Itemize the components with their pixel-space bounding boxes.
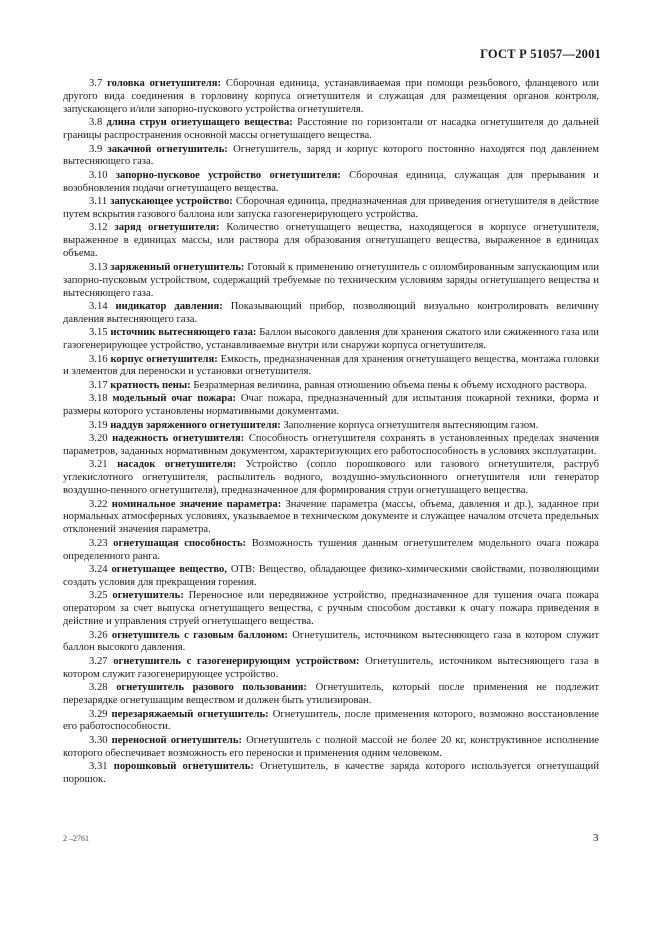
definition-text: Способность огнетушителя сохранять в установленных пределах значения параметров, заданных нормативным документом, характеризующих его работоспособность в условиях эксплуатации.	[63, 432, 599, 457]
definition-term: порошковый огнетушитель:	[113, 761, 254, 773]
definition-text: Огнетушитель, источником вытесняющего газа в котором служит баллон высокого давления.	[63, 629, 599, 654]
definition-text: Баллон высокого давления для хранения сжатого или сжиженного газа или газогенерирующее устройство, устанавливаемые внутри или снаружи корпуса огнетушителя.	[63, 327, 599, 352]
definition-term: запускающее устройство:	[110, 196, 233, 208]
definition-text: Сборочная единица, предназначенная для приведения огнетушителя в действие путем вскрытия газового баллона или запуска газогенерирующего устройства.	[63, 196, 600, 221]
definition-item	[63, 433, 599, 459]
definition-term: огнетушащая способность:	[113, 537, 247, 549]
definition-text: Огнетушитель, заряд и корпус которого постоянно находятся под давлением вытесняющего газа.	[63, 143, 599, 168]
definition-text: Значение параметра (массы, объема, давления и др.), заданное при нормальных атмосферных условиях, указываемое в техническом документе и служащее началом отсчета предельных отклонений значения параметра.	[63, 498, 599, 536]
definition-text: Огнетушитель, источником вытесняющего газа в котором служит газогенерирующее устройство.	[63, 655, 599, 680]
definition-number: 3.31	[89, 761, 108, 773]
definition-number: 3.11	[89, 196, 108, 208]
definition-number: 3.22	[89, 498, 108, 510]
definition-term: наддув заряженного огнетушителя:	[110, 419, 281, 431]
definition-term: перезаряжаемый огнетушитель:	[111, 708, 269, 720]
definition-item	[63, 564, 599, 590]
definition-text: Сборочная единица, служащая для прерывания и возобновления подачи огнетушащего вещества.	[63, 169, 599, 194]
definition-number: 3.12	[89, 222, 108, 234]
definition-number: 3.7	[89, 78, 103, 89]
definition-term: огнетушитель разового пользования:	[116, 682, 307, 694]
definition-text: Очаг пожара, предназначенный для испытания пожарной техники, форма и размеры которого установлены нормативными документами.	[63, 393, 599, 418]
definition-text: Возможность тушения данным огнетушителем модельного очага пожара определенного ранга.	[63, 537, 599, 562]
definition-number: 3.23	[89, 537, 108, 549]
definition-text: Емкость, предназначенная для хранения огнетушащего вещества, монтажа головки и элементов для переноски и установки огнетушителя.	[63, 353, 599, 378]
definition-number: 3.9	[89, 143, 103, 155]
definition-text: Сборочная единица, устанавливаемая при помощи резьбового, фланцевого или другого вида соединения в горловину корпуса огнетушителя и служащая для размещения органов контроля, запускающего и/или запорно-пускового устройства огнетушителя.	[63, 78, 599, 115]
print-mark: 2 –2761	[63, 834, 89, 843]
definition-item	[63, 144, 599, 170]
definition-term: номинальное значение параметра:	[111, 498, 282, 510]
definition-item	[63, 117, 599, 143]
definition-item	[63, 78, 599, 117]
definition-item	[63, 499, 599, 538]
definition-term: заряд огнетушителя:	[114, 222, 220, 234]
definition-number: 3.10	[89, 169, 108, 181]
definition-text: Количество огнетушащего вещества, находящегося в корпусе огнетушителя, выраженное в единицах массы, или раствора для образования огнетушащего вещества, выраженное в единицах объема.	[63, 222, 599, 260]
definition-term: корпус огнетушителя:	[110, 353, 218, 365]
definition-item	[63, 630, 599, 656]
definition-term: огнетушитель:	[112, 590, 184, 602]
definition-item	[63, 380, 599, 393]
definition-term: огнетушитель с газовым баллоном:	[111, 629, 288, 641]
definition-term: кратность пены:	[110, 379, 191, 391]
definition-item	[63, 590, 599, 629]
definition-number: 3.29	[89, 708, 108, 720]
definition-text: Огнетушитель с полной массой не более 20 кг, конструктивное исполнение которого обеспечивает возможность его переноски и применения одним человеком.	[63, 734, 599, 759]
definition-text: Переносное или передвижное устройство, предназначенное для тушения очага пожара оператором за счет выпуска огнетушащего вещества, с ручным способом доставки к очагу пожара приведения в действие и управления струей огнетушащего вещества.	[63, 590, 599, 628]
definition-item	[63, 354, 599, 380]
definition-number: 3.26	[89, 629, 108, 641]
definition-number: 3.8	[89, 117, 103, 129]
definition-term: надежность огнетушителя:	[112, 432, 245, 444]
definition-number: 3.15	[89, 327, 108, 339]
definition-number: 3.30	[89, 734, 108, 746]
definition-text: Показывающий прибор, позволяющий визуально контролировать величину давления вытесняющего газа.	[63, 300, 599, 325]
definition-number: 3.21	[89, 459, 108, 471]
page-number: 3	[593, 832, 599, 844]
definition-item	[63, 709, 599, 735]
definition-item	[63, 170, 599, 196]
definition-term: источник вытесняющего газа:	[110, 327, 257, 339]
definition-term: насадок огнетушителя:	[117, 459, 237, 471]
definition-item	[63, 538, 599, 564]
definition-number: 3.13	[89, 261, 108, 273]
definition-text: Готовый к применению огнетушитель с опломбированным запускающим или запорно-пусковым устройством, содержащий требуемые по техническим условиям заряды огнетушащего вещества и вытесняющего газа.	[63, 261, 600, 299]
definition-term: закачной огнетушитель:	[107, 143, 228, 155]
definition-term: огнетушащее вещество,	[111, 564, 227, 576]
definition-term: головка огнетушителя:	[107, 78, 222, 89]
definition-text: Огнетушитель, после применения которого, возможно восстановление его работоспособности.	[63, 708, 599, 733]
definition-term: запорно-пусковое устройство огнетушителя:	[115, 169, 341, 181]
definition-item	[63, 459, 599, 498]
definition-number: 3.27	[89, 655, 108, 667]
definition-number: 3.14	[89, 300, 108, 312]
definition-number: 3.16	[89, 353, 108, 365]
definition-term: индикатор давления:	[115, 300, 223, 312]
definition-item	[63, 301, 599, 327]
definition-text: Заполнение корпуса огнетушителя вытесняющим газом.	[283, 419, 539, 431]
definition-item	[63, 327, 599, 353]
definition-text: Безразмерная величина, равная отношению объема пены к объему исходного раствора.	[193, 379, 587, 391]
definition-item	[63, 420, 599, 433]
definition-number: 3.20	[89, 432, 108, 444]
definition-term: заряженный огнетушитель:	[110, 261, 245, 273]
definition-number: 3.24	[89, 564, 108, 576]
definition-item	[63, 656, 599, 682]
definition-number: 3.28	[89, 682, 108, 694]
definition-item	[63, 196, 599, 222]
definition-item	[63, 761, 599, 787]
definition-number: 3.19	[89, 419, 108, 431]
definition-text: Расстояние по горизонтали от насадка огнетушителя до дальней границы распространения основной массы огнетушащего вещества.	[63, 117, 599, 142]
page-header-standard: ГОСТ Р 51057—2001	[480, 47, 601, 61]
definition-item	[63, 393, 599, 419]
definition-text: Огнетушитель, в качестве заряда которого используется огнетушащий порошок.	[63, 761, 599, 786]
definition-text: ОТВ: Вещество, обладающее физико-химическими свойствами, позволяющими создать условия для прекращения горения.	[63, 564, 600, 588]
definitions-list	[63, 78, 599, 787]
definition-term: длина струи огнетушащего вещества:	[106, 117, 293, 129]
definition-item	[63, 222, 599, 261]
definition-item	[63, 262, 599, 301]
definition-text: Устройство (сопло порошкового или газового огнетушителя, раструб углекислотного огнетушителя, распылитель водного, воздушно-эмульсионного огнетушителя или генератор воздушно-пенного огнетушителя), предназначенное для формирования струи огнетушащего вещества.	[63, 459, 599, 497]
definition-term: огнетушитель с газогенерирующим устройством:	[113, 655, 360, 667]
definition-number: 3.18	[89, 393, 108, 405]
definition-term: модельный очаг пожара:	[112, 393, 237, 405]
definition-item	[63, 735, 599, 761]
definition-number: 3.25	[89, 590, 108, 602]
definition-item	[63, 682, 599, 708]
definition-text: Огнетушитель, который после применения не подлежит перезарядке огнетушащим веществом и должен быть утилизирован.	[63, 682, 600, 707]
definition-term: переносной огнетушитель:	[111, 734, 243, 746]
definition-number: 3.17	[89, 379, 108, 391]
